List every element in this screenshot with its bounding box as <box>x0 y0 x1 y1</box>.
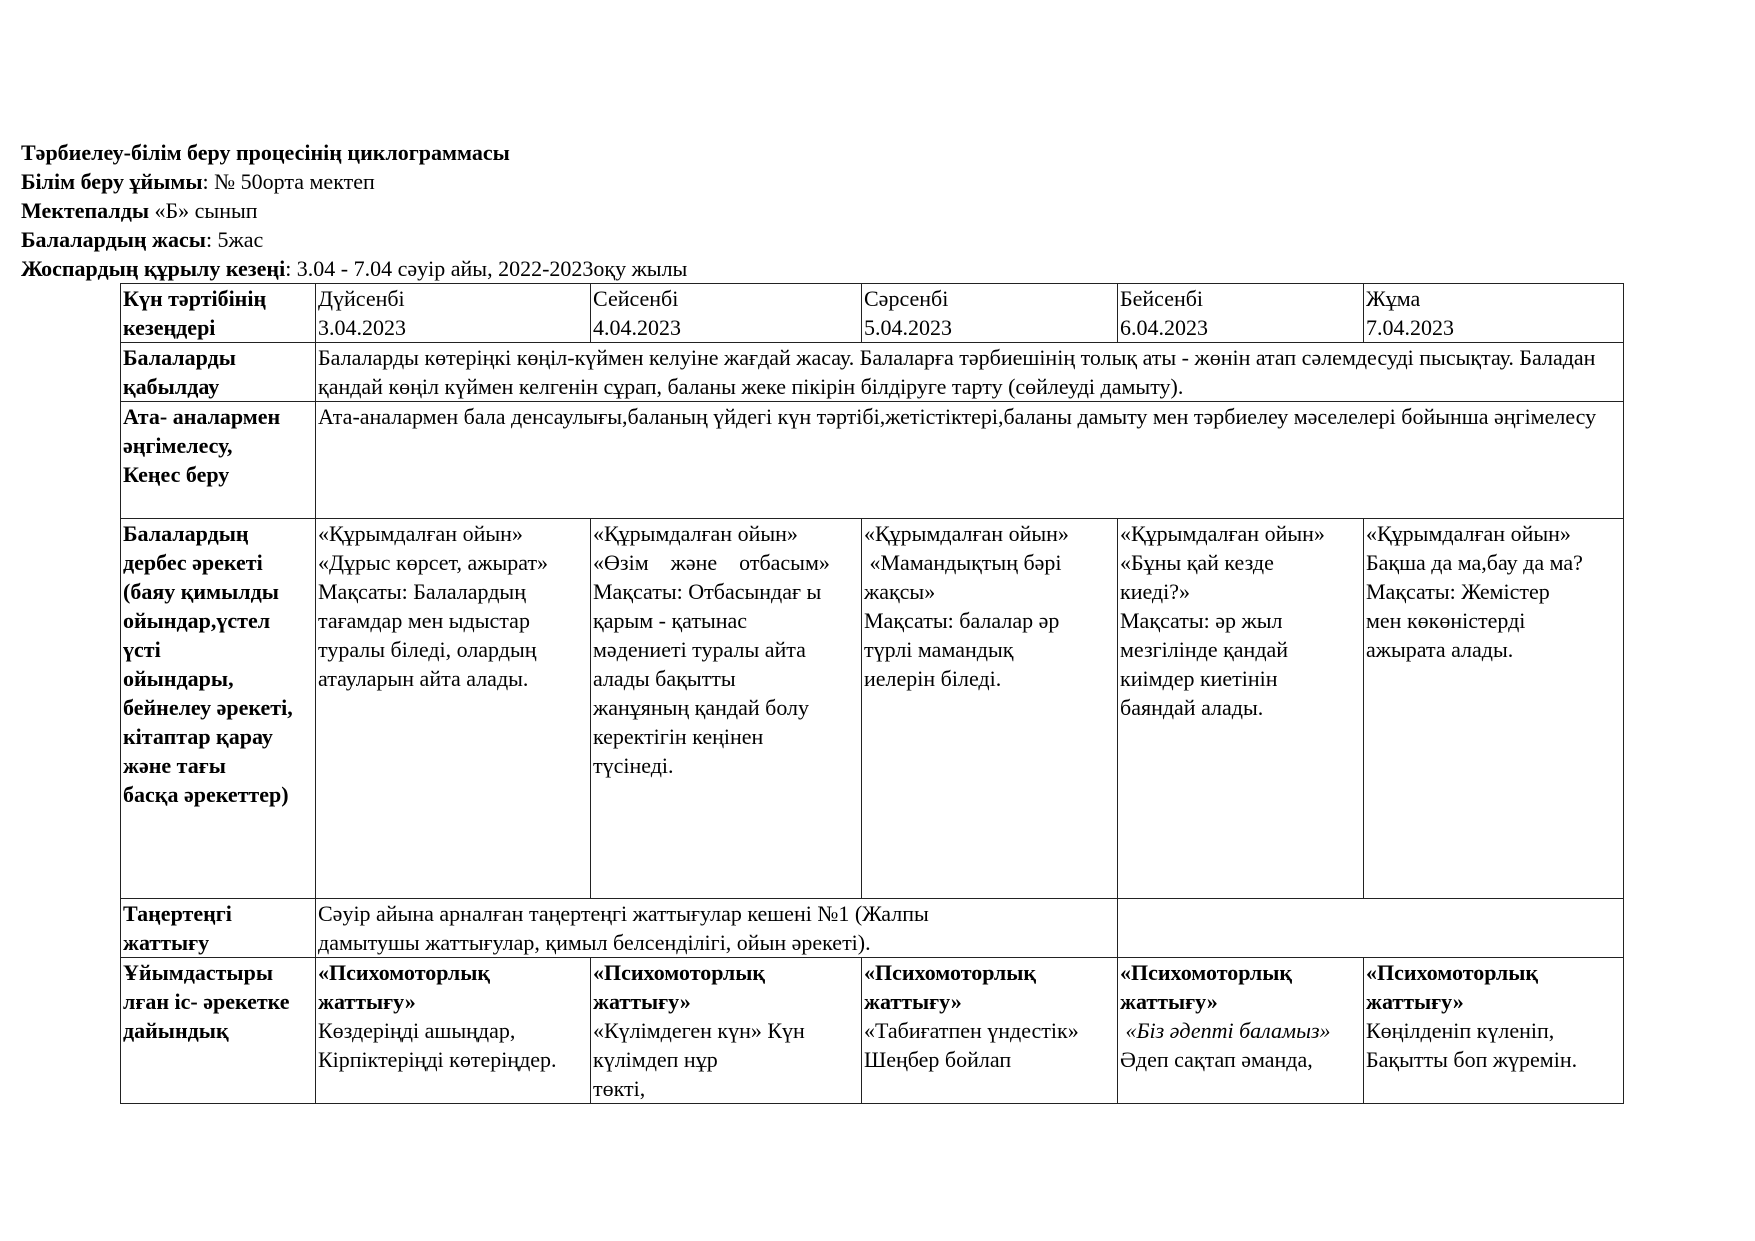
age-line <box>21 225 687 254</box>
org-label: Білім беру ұйымы <box>21 169 203 194</box>
parents-row <box>121 402 1624 519</box>
exercise-text-cell: Сәуір айына арналған таңертеңгі жаттығулар кешені №1 (Жалпы дамытушы жаттығулар, қимыл белсенділігі, ойын әрекеті). <box>316 899 1118 958</box>
day-header-tuesday: Сейсенбі 4.04.2023 <box>591 284 862 343</box>
period-value: : 3.04 - 7.04 сәуір айы, 2022-2023оқу жылы <box>285 256 688 281</box>
group-value: «Б» сынып <box>149 198 258 223</box>
age-label: Балалардың жасы <box>21 227 206 252</box>
activity-stage-cell: Балалардың дербес әрекеті (баяу қимылды ойындар,үстел үсті ойындары, бейнелеу әрекеті, кітаптар қарау және тағы басқа әрекеттер) <box>121 519 316 899</box>
group-label: Мектепалды <box>21 198 150 223</box>
age-value: : 5жас <box>205 227 264 252</box>
day-header-wednesday: Сәрсенбі 5.04.2023 <box>862 284 1118 343</box>
doc-title: Тәрбиелеу-білім беру процесінің циклограммасы <box>21 140 510 165</box>
group-line <box>21 196 687 225</box>
prep-tuesday-cell: «Психомоторлық жаттығу» «Күлімдеген күн» Күн күлімдеп нұр төкті, <box>591 958 862 1104</box>
exercise-empty-cell <box>1118 899 1624 958</box>
prep-wednesday-cell: «Психомоторлық жаттығу» «Табиғатпен үндестік» Шеңбер бойлап <box>862 958 1118 1104</box>
activity-row <box>121 519 1624 899</box>
document-header <box>21 138 687 283</box>
schedule-table <box>120 283 1624 1104</box>
prep-monday-cell: «Психомоторлық жаттығу» Көздеріңді ашыңдар, Кірпіктеріңді көтеріңдер. <box>316 958 591 1104</box>
reception-row <box>121 343 1624 402</box>
day-header-monday: Дүйсенбі 3.04.2023 <box>316 284 591 343</box>
activity-thursday-cell: «Құрымдалған ойын» «Бұны қай кезде киеді?» Мақсаты: әр жыл мезгілінде қандай киімдер киетінін баяндай алады. <box>1118 519 1364 899</box>
prep-thursday-cell: «Психомоторлық жаттығу» «Біз әдепті баламыз» Әдеп сақтап әманда, <box>1118 958 1364 1104</box>
activity-monday-cell: «Құрымдалған ойын» «Дұрыс көрсет, ажырат» Мақсаты: Балалардың тағамдар мен ыдыстар туралы біледі, олардың атауларын айта алады. <box>316 519 591 899</box>
org-line <box>21 167 687 196</box>
activity-friday-cell: «Құрымдалған ойын» Бақша да ма,бау да ма? Мақсаты: Жемістер мен көкөністерді ажырата алады. <box>1364 519 1624 899</box>
table-header-row <box>121 284 1624 343</box>
org-value: : № 50орта мектеп <box>202 169 375 194</box>
prep-stage-cell: Ұйымдастыры лған іс- әрекетке дайындық <box>121 958 316 1104</box>
parents-text-cell: Ата-аналармен бала денсаулығы,баланың үйдегі күн тәртібі,жетістіктері,баланы дамыту мен тәрбиелеу мәселелері бойынша әңгімелесу <box>316 402 1624 519</box>
activity-wednesday-cell: «Құрымдалған ойын» «Мамандықтың бәрі жақсы» Мақсаты: балалар әр түрлі мамандық иелерін біледі. <box>862 519 1118 899</box>
activity-tuesday-cell: «Құрымдалған ойын» «Өзім және отбасым» Мақсаты: Отбасындағ ы қарым - қатынас мәдениеті туралы айта алады бақытты жанұяның қандай болу керектігін кеңінен түсінеді. <box>591 519 862 899</box>
parents-stage-cell: Ата- аналармен әңгімелесу, Кеңес беру <box>121 402 316 519</box>
day-header-friday: Жұма 7.04.2023 <box>1364 284 1624 343</box>
reception-text-cell: Балаларды көтеріңкі көңіл-күймен келуіне жағдай жасау. Балаларға тәрбиешінің толық аты - жөнін атап сәлемдесуді пысықтау. Баладан қандай көңіл күймен келгенін сұрап, баланы жеке пікірін білдіруге тарту (сөйлеуді дамыту). <box>316 343 1624 402</box>
reception-stage-cell: Балаларды қабылдау <box>121 343 316 402</box>
period-label: Жоспардың құрылу кезеңі <box>21 256 286 281</box>
prep-row <box>121 958 1624 1104</box>
period-line <box>21 254 687 283</box>
stage-header-cell: Күн тәртібінің кезеңдері <box>121 284 316 343</box>
exercise-stage-cell: Таңертеңгі жаттығу <box>121 899 316 958</box>
exercise-row <box>121 899 1624 958</box>
day-header-thursday: Бейсенбі 6.04.2023 <box>1118 284 1364 343</box>
prep-friday-cell: «Психомоторлық жаттығу» Көңілденіп күленіп, Бақытты боп жүремін. <box>1364 958 1624 1104</box>
